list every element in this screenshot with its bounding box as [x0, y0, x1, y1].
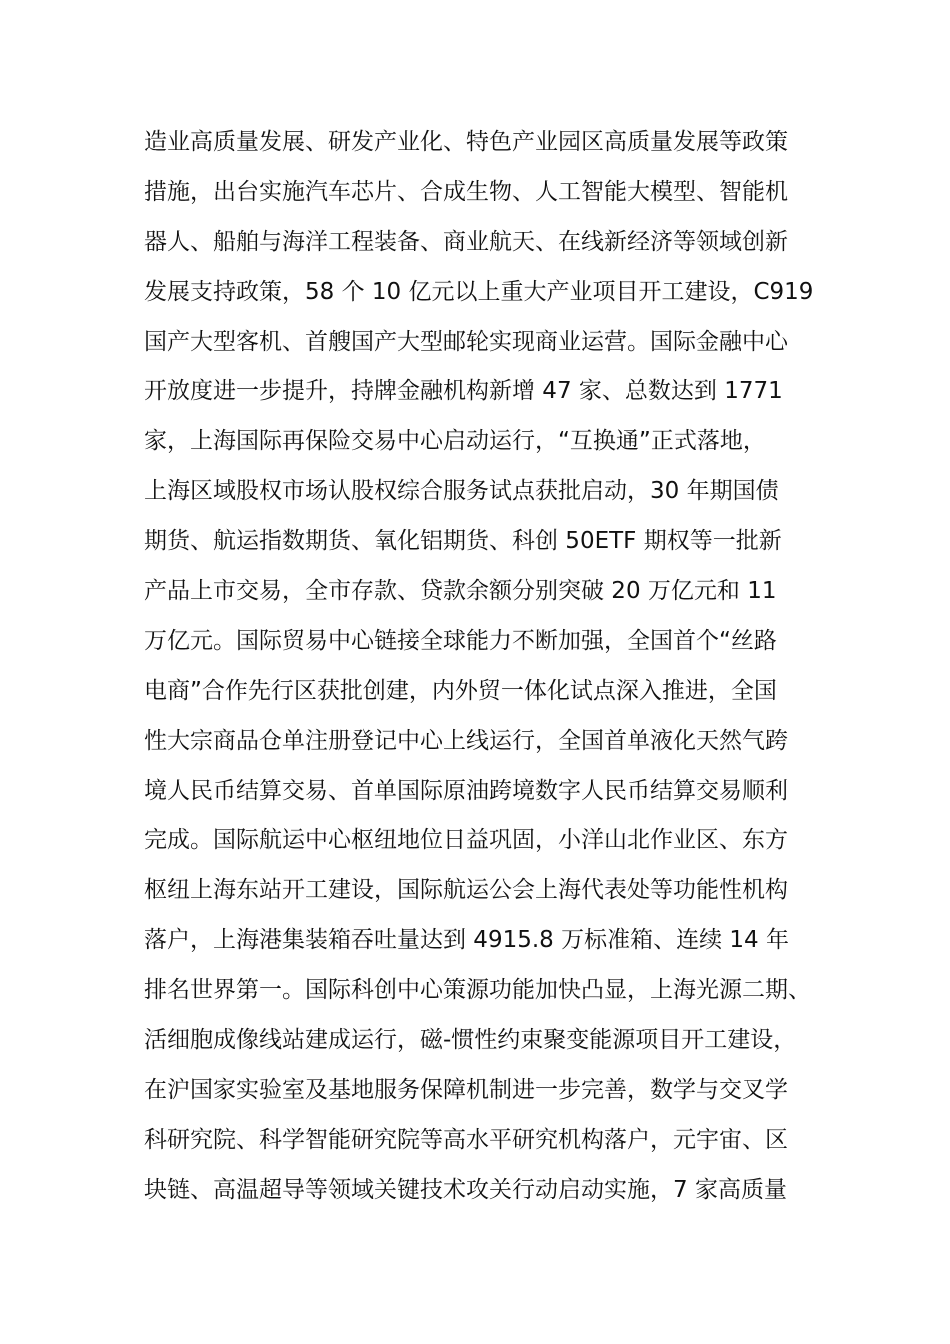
- text-line: 枢纽上海东站开工建设，国际航运公会上海代表处等功能性机构: [144, 877, 788, 904]
- text-line: 活细胞成像线站建成运行，磁-惯性约束聚变能源项目开工建设，: [144, 1027, 797, 1054]
- text-line: 排名世界第一。国际科创中心策源功能加快凸显，上海光源二期、: [144, 977, 811, 1004]
- text-line: 电商”合作先行区获批创建，内外贸一体化试点深入推进，全国: [144, 677, 777, 704]
- text-line: 发展支持政策，58 个 10 亿元以上重大产业项目开工建设，C919: [144, 278, 814, 305]
- text-line: 期货、航运指数期货、氧化铝期货、科创 50ETF 期权等一批新: [144, 528, 782, 555]
- text-line: 措施，出台实施汽车芯片、合成生物、人工智能大模型、智能机: [144, 178, 788, 205]
- text-line: 万亿元。国际贸易中心链接全球能力不断加强，全国首个“丝路: [144, 627, 777, 654]
- text-line: 在沪国家实验室及基地服务保障机制进一步完善，数学与交叉学: [144, 1076, 788, 1103]
- text-line: 境人民币结算交易、首单国际原油跨境数字人民币结算交易顺利: [144, 777, 788, 804]
- text-line: 落户，上海港集装箱吞吐量达到 4915.8 万标准箱、连续 14 年: [144, 927, 789, 954]
- text-line: 造业高质量发展、研发产业化、特色产业园区高质量发展等政策: [144, 129, 788, 155]
- text-line: 家，上海国际再保险交易中心启动运行，“互换通”正式落地，: [144, 428, 766, 455]
- text-line: 块链、高温超导等领域关键技术攻关行动启动实施，7 家高质量: [144, 1176, 787, 1203]
- text-line: 性大宗商品仓单注册登记中心上线运行，全国首单液化天然气跨: [144, 727, 788, 754]
- text-line: 科研究院、科学智能研究院等高水平研究机构落户，元宇宙、区: [144, 1126, 788, 1153]
- text-line: 完成。国际航运中心枢纽地位日益巩固，小洋山北作业区、东方: [144, 827, 788, 854]
- text-line: 产品上市交易，全市存款、贷款余额分别突破 20 万亿元和 11: [144, 578, 777, 605]
- text-line: 器人、船舶与海洋工程装备、商业航天、在线新经济等领域创新: [144, 228, 788, 255]
- text-line: 国产大型客机、首艘国产大型邮轮实现商业运营。国际金融中心: [144, 328, 788, 355]
- body-text: [144, 118, 814, 1216]
- text-line: 开放度进一步提升，持牌金融机构新增 47 家、总数达到 1771: [144, 378, 783, 405]
- text-line: 上海区域股权市场认股权综合服务试点获批启动，30 年期国债: [144, 478, 779, 505]
